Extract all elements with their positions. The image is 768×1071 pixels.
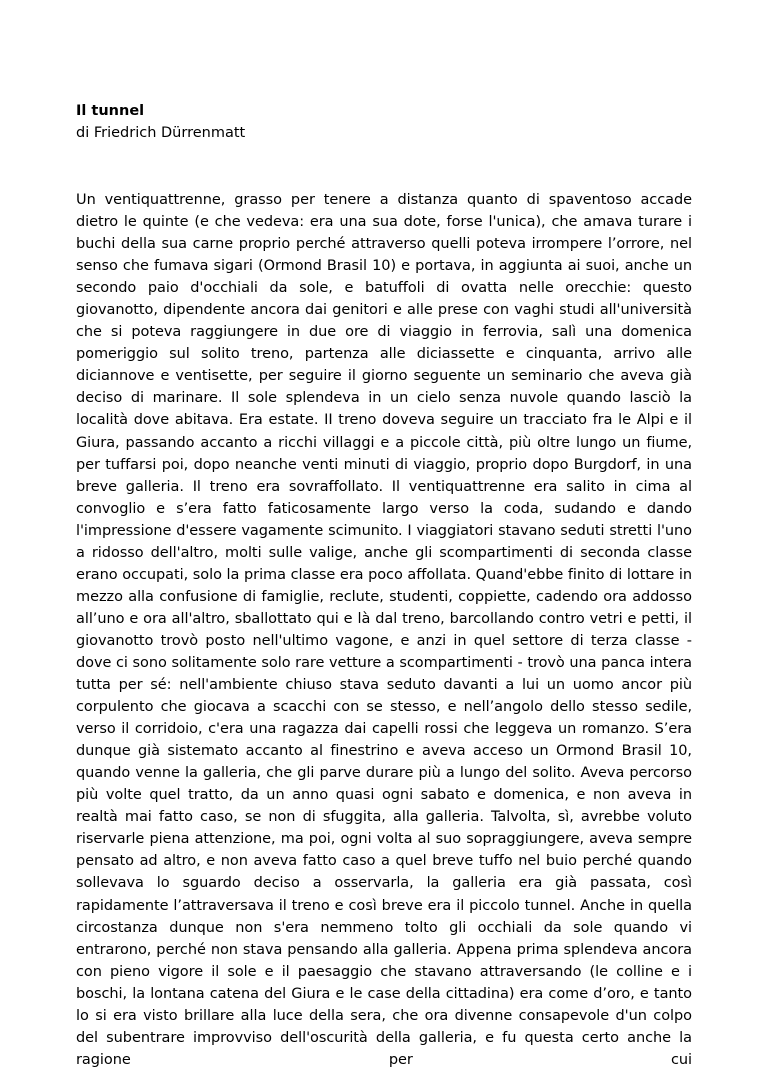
document-title: Il tunnel: [76, 103, 145, 119]
author-line: di Friedrich Dürrenmatt: [76, 125, 246, 141]
document-page: [76, 100, 692, 1068]
body-paragraph: Un ventiquattrenne, grasso per tenere a distanza quanto di spaventoso accade dietro le quinte (e che vedeva: era una sua dote, forse l'unica), che amava turare i buchi della sua carne proprio perché attraverso quelli poteva irrompere l’orrore, nel senso che fumava sigari (Ormond Brasil 10) e portava, in aggiunta ai suoi, anche un secondo paio d'occhiali da sole, e batuffoli di ovatta nelle orecchie: questo giovanotto, dipendente ancora dai genitori e alle prese con vaghi studi all'università che si poteva raggiungere in due ore di viaggio in ferrovia, salì una domenica pomeriggio sul solito treno, partenza alle diciassette e cinquanta, arrivo alle diciannove e ventisette, per seguire il giorno seguente un seminario che aveva già deciso di marinare. Il sole splendeva in un cielo senza nuvole quando lasciò la località dove abitava. Era estate. II treno doveva seguire un tracciato fra le Alpi e il Giura, passando accanto a ricchi villaggi e a piccole città, più oltre lungo un fiume, per tuffarsi poi, dopo neanche venti minuti di viaggio, proprio dopo Burgdorf, in una breve galleria. Il treno era sovraffollato. Il ventiquattrenne era salito in cima al convoglio e s’era fatto faticosamente largo verso la coda, sudando e dando l'impressione d'essere vagamente scimunito. I viaggiatori stavano seduti stretti l'uno a ridosso dell'altro, molti sulle valige, anche gli scompartimenti di seconda classe erano occupati, solo la prima classe era poco affollata. Quand'ebbe finito di lottare in mezzo alla confusione di famiglie, reclute, studenti, coppiette, cadendo ora addosso all’uno e ora all'altro, sballottato qui e là dal treno, barcollando contro vetri e petti, il giovanotto trovò posto nell'ultimo vagone, e anzi in quel settore di terza classe - dove ci sono solitamente solo rare vetture a scompartimenti - trovò una panca intera tutta per sé: nell'ambiente chiuso stava seduto davanti a lui un uomo ancor più corpulento che giocava a scacchi con se stesso, e nell’angolo dello stesso sedile, verso il corridoio, c'era una ragazza dai capelli rossi che leggeva un romanzo. S’era dunque già sistemato accanto al finestrino e aveva acceso un Ormond Brasil 10, quando venne la galleria, che gli parve durare più a lungo del solito. Aveva percorso più volte quel tratto, da un anno quasi ogni sabato e domenica, e non aveva in realtà mai fatto caso, se non di sfuggita, alla galleria. Talvolta, sì, avrebbe voluto riservarle piena attenzione, ma poi, ogni volta al suo sopraggiungere, aveva sempre pensato ad altro, e non aveva fatto caso a quel breve tuffo nel buio perché quando sollevava lo sguardo deciso a osservarla, la galleria era già passata, così rapidamente l’attraversava il treno e così breve era il piccolo tunnel. Anche in quella circostanza dunque non s'era nemmeno tolto gli occhiali da sole quando vi entrarono, perché non stava pensando alla galleria. Appena prima splendeva ancora con pieno vigore il sole e il paesaggio che stavano attraversando (le colline e i boschi, la lontana catena del Giura e le case della cittadina) era come d’oro, e tanto lo si era visto brillare alla luce della sera, che ora divenne consapevole d'un colpo del subentrare improvviso dell'oscurità della galleria, e fu questa certo anche la ragione per cui: [76, 192, 692, 1068]
